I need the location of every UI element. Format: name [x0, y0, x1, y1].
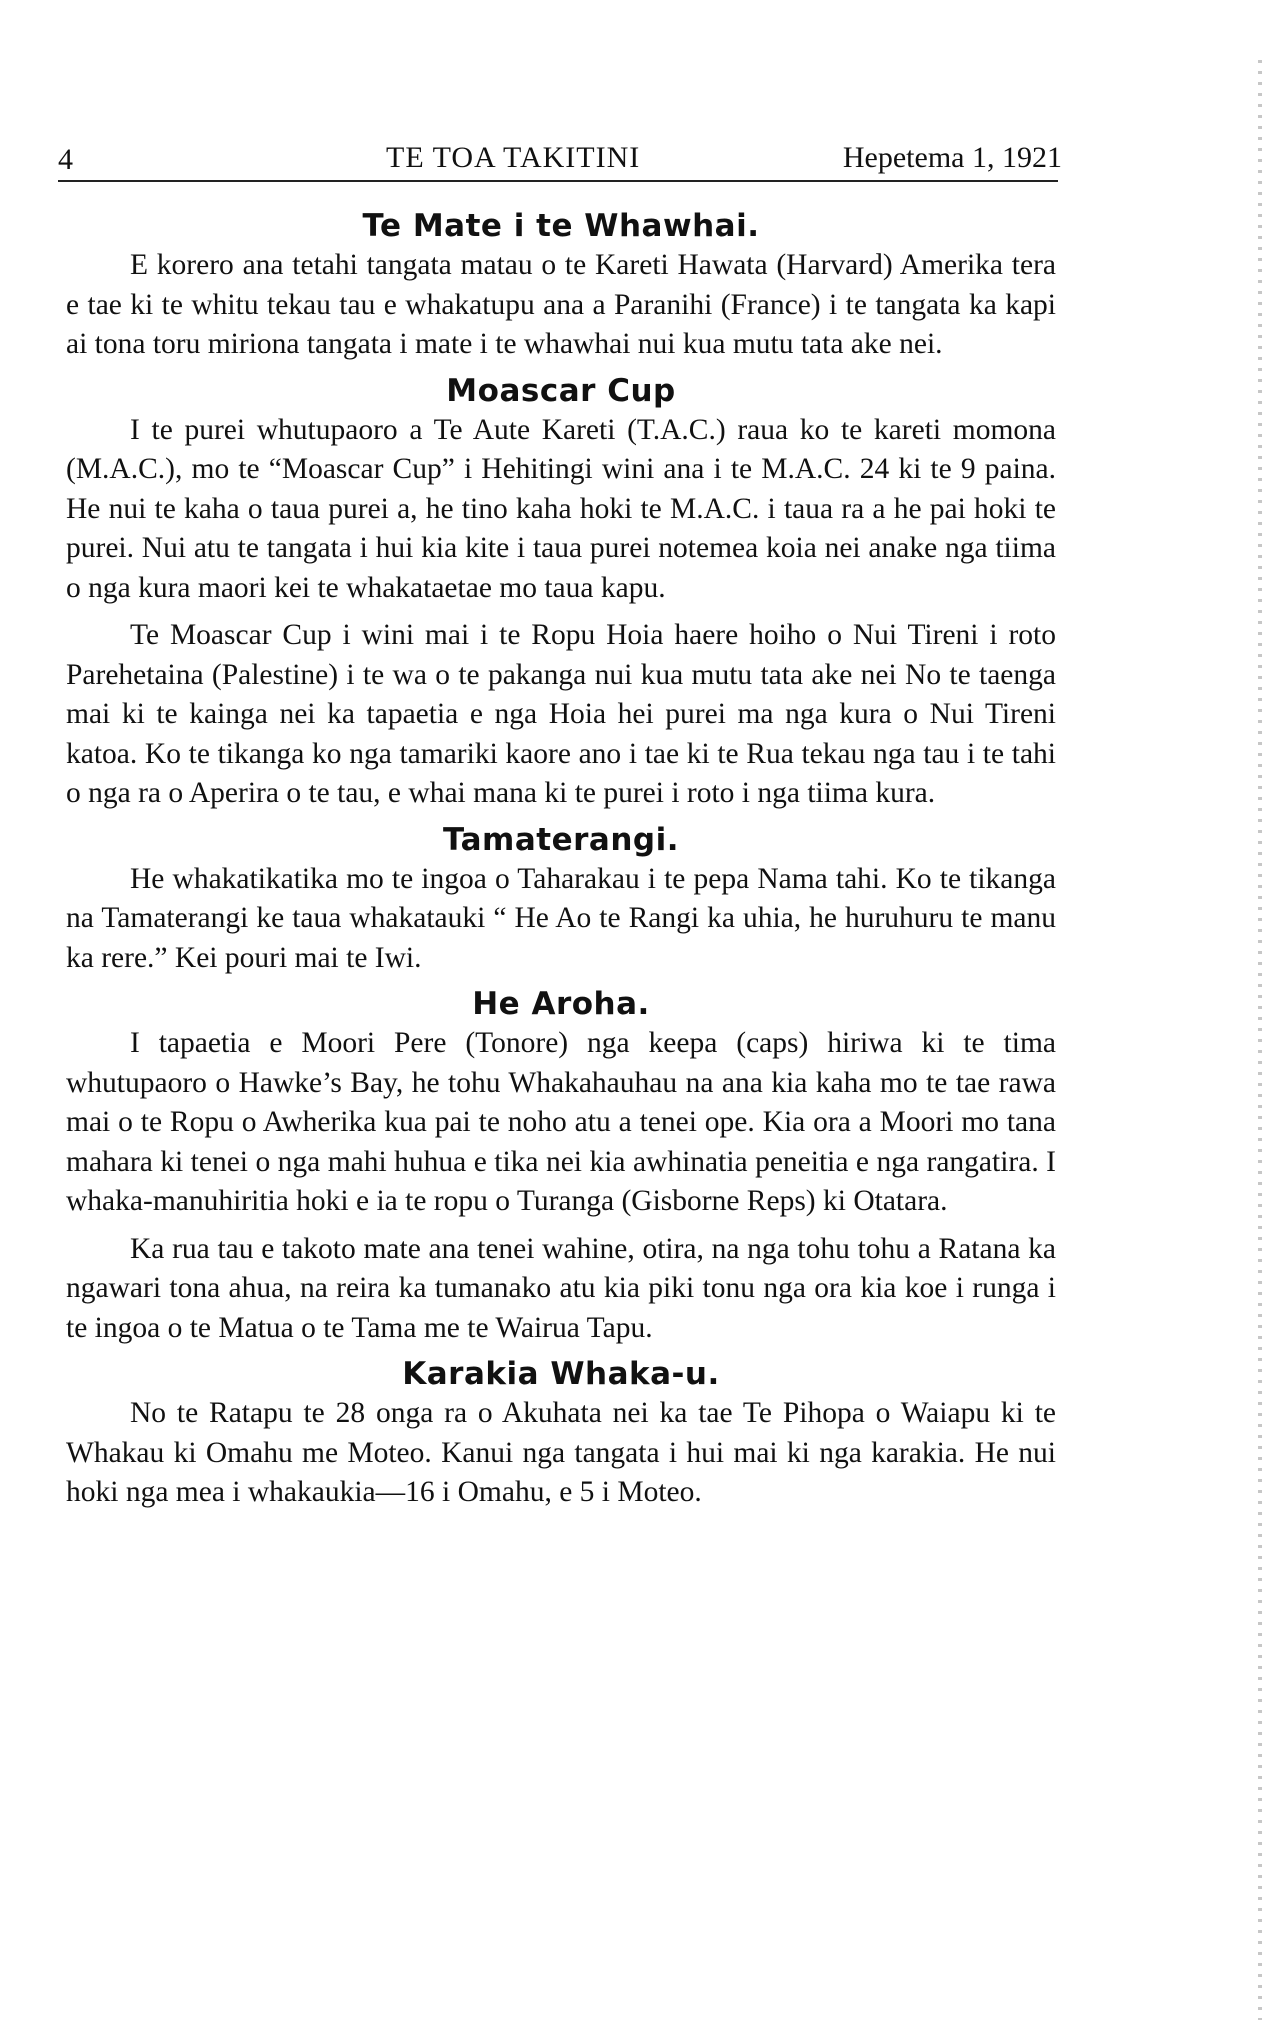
article-paragraph: E korero ana tetahi tangata matau o te Kareti Hawata (Harvard) Amerika tera e tae ki te whitu tekau tau e whakatupu ana a Paranihi (France) i te tangata ka kapi ai tona toru miriona tangata i mate i te whawhai nui kua mutu tata ake nei. — [66, 249, 1056, 360]
article-title: He Aroha. — [472, 986, 650, 1022]
article-paragraph: I tapaetia e Moori Pere (Tonore) nga keepa (caps) hiriwa ki te tima whutupaoro o Hawke’s Bay, he tohu Whakahauhau na ana kia kaha mo te tae rawa mai o te Ropu o Awherika kua pai te noho atu a tenei ope. Kia ora a Moori mo tana mahara ki tenei o nga mahi huhua e tika nei kia awhinatia peneitia e nga rangatira. I whaka-manuhiritia hoki e ia te ropu o Turanga (Gisborne Reps) ki Otatara. — [66, 1027, 1056, 1217]
issue-date: Hepetema 1, 1921 — [842, 141, 1062, 174]
masthead-title: TE TOA TAKITINI — [386, 141, 641, 174]
article-title: Moascar Cup — [446, 372, 676, 409]
article-title: Karakia Whaka-u. — [402, 1356, 720, 1392]
article-paragraph: He whakatikatika mo te ingoa o Taharakau i te pepa Nama tahi. Ko te tikanga na Tamaterangi ke taua whakatauki “ He Ao te Rangi ka uhia, he huruhuru te manu ka rere.” Kei pouri mai te Iwi. — [66, 862, 1056, 974]
article-paragraph: I te purei whutupaoro a Te Aute Kareti (T.A.C.) raua ko te kareti momona (M.A.C.), mo te “Moascar Cup” i Hehitingi wini ana i te M.A.C. 24 ki te 9 paina. He nui te kaha o taua purei a, he tino kaha hoki te M.A.C. i taua ra a he pai hoki te purei. Nui atu te tangata i hui kia kite i taua purei notemea koia nei anake nga tiima o nga kura maori kei te whakataetae mo taua kapu. — [66, 413, 1056, 604]
newspaper-page — [58, 138, 1062, 1513]
page-number: 4 — [58, 143, 73, 176]
page-header — [58, 138, 1062, 178]
header-rule — [58, 180, 1058, 182]
article-paragraph: No te Ratapu te 28 onga ra o Akuhata nei ka tae Te Pihopa o Waiapu ki te Whakau ki Omahu me Moteo. Kanui nga tangata i hui mai ki nga karakia. He nui hoki nga mea i whakaukia—16 i Omahu, e 5 i Moteo. — [66, 1397, 1056, 1508]
article-paragraph: Ka rua tau e takoto mate ana tenei wahine, otira, na nga tohu tohu a Ratana ka ngawari tona ahua, na reira ka tumanako atu kia piki tonu nga ora kia koe i runga i te ingoa o te Matua o te Tama me te Wairua Tapu. — [66, 1232, 1056, 1344]
article-paragraph: Te Moascar Cup i wini mai i te Ropu Hoia haere hoiho o Nui Tireni i roto Parehetaina (Palestine) i te wa o te pakanga nui kua mutu tata ake nei No te taenga mai ki te kainga nei ka tapaetia e nga Hoia hei purei ma nga kura o Nui Tireni katoa. Ko te tikanga ko nga tamariki kaore ano i tae ki te Rua tekau nga tau i te tahi o nga ra o Aperira o te tau, e whai mana ki te purei i roto i nga tiima kura. — [66, 619, 1056, 809]
article-title: Te Mate i te Whawhai. — [362, 208, 760, 244]
article-title: Tamaterangi. — [442, 821, 679, 858]
scan-margin-artifact — [1258, 60, 1262, 2020]
page-content — [66, 178, 1056, 1513]
